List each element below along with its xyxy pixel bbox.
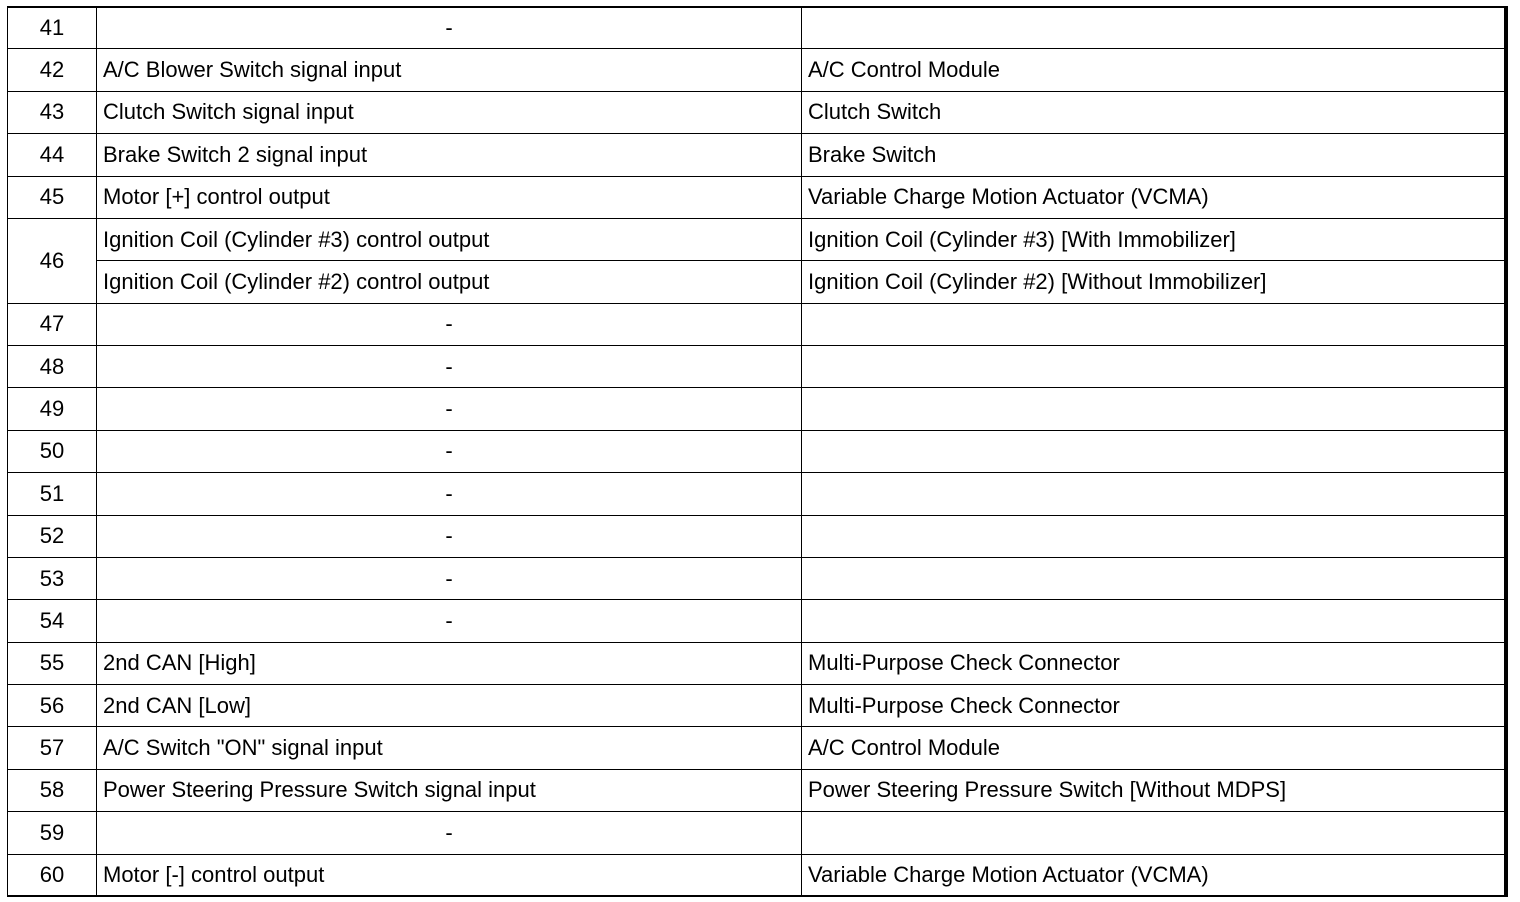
pin-description: -: [97, 303, 802, 345]
table-row: [8, 134, 1508, 176]
pin-number: 57: [8, 727, 97, 769]
connected-to: [802, 7, 1508, 49]
pin-description: -: [97, 515, 802, 557]
pin-number: 55: [8, 642, 97, 684]
pin-description: -: [97, 600, 802, 642]
table-row: [8, 854, 1508, 897]
table-row: [8, 473, 1508, 515]
pin-description: -: [97, 388, 802, 430]
table-row: [8, 515, 1508, 557]
pin-number: 46: [8, 218, 97, 303]
pin-number: 52: [8, 515, 97, 557]
pin-description: -: [97, 473, 802, 515]
pin-number: 58: [8, 769, 97, 811]
pin-description: A/C Blower Switch signal input: [97, 49, 802, 91]
table-row: [8, 49, 1508, 91]
pin-number: 45: [8, 176, 97, 218]
table-row: [8, 685, 1508, 727]
table-row: [8, 600, 1508, 642]
pin-description: -: [97, 346, 802, 388]
pin-number: 43: [8, 91, 97, 133]
connected-to: Variable Charge Motion Actuator (VCMA): [802, 176, 1508, 218]
connected-to: Ignition Coil (Cylinder #2) [Without Immobilizer]: [802, 261, 1508, 303]
pin-number: 59: [8, 812, 97, 854]
pin-number: 60: [8, 854, 97, 897]
pin-description: -: [97, 812, 802, 854]
pin-description: Ignition Coil (Cylinder #2) control output: [97, 261, 802, 303]
pin-description: Brake Switch 2 signal input: [97, 134, 802, 176]
connected-to: [802, 515, 1508, 557]
connected-to: Ignition Coil (Cylinder #3) [With Immobilizer]: [802, 218, 1508, 260]
pin-description: 2nd CAN [High]: [97, 642, 802, 684]
connected-to: [802, 303, 1508, 345]
table-row: [8, 388, 1508, 430]
pin-description: -: [97, 430, 802, 472]
pin-number: 47: [8, 303, 97, 345]
connected-to: [802, 388, 1508, 430]
pin-description: 2nd CAN [Low]: [97, 685, 802, 727]
pin-description: -: [97, 7, 802, 49]
pin-number: 50: [8, 430, 97, 472]
connected-to: Clutch Switch: [802, 91, 1508, 133]
table-row: [8, 727, 1508, 769]
pin-description: -: [97, 557, 802, 599]
connected-to: A/C Control Module: [802, 727, 1508, 769]
connected-to: [802, 557, 1508, 599]
pin-number: 49: [8, 388, 97, 430]
pin-number: 56: [8, 685, 97, 727]
pin-description: Clutch Switch signal input: [97, 91, 802, 133]
table-row: [8, 812, 1508, 854]
pin-description: Ignition Coil (Cylinder #3) control output: [97, 218, 802, 260]
pin-description: A/C Switch "ON" signal input: [97, 727, 802, 769]
table-right-border: [1504, 6, 1507, 897]
connected-to: Variable Charge Motion Actuator (VCMA): [802, 854, 1508, 897]
table-top-border: [7, 6, 1507, 8]
table-row: [8, 7, 1508, 49]
connected-to: [802, 346, 1508, 388]
table-row: [8, 261, 1508, 303]
pin-description: Motor [+] control output: [97, 176, 802, 218]
table-row: [8, 769, 1508, 811]
table-row: [8, 430, 1508, 472]
pin-number: 42: [8, 49, 97, 91]
connected-to: A/C Control Module: [802, 49, 1508, 91]
connected-to: [802, 600, 1508, 642]
table-row: [8, 303, 1508, 345]
pin-number: 48: [8, 346, 97, 388]
pin-number: 54: [8, 600, 97, 642]
table-row: [8, 218, 1508, 260]
connected-to: [802, 812, 1508, 854]
pin-table: [7, 6, 1508, 897]
table-row: [8, 176, 1508, 218]
table-row: [8, 346, 1508, 388]
table-row: [8, 91, 1508, 133]
pin-number: 41: [8, 7, 97, 49]
connected-to: Power Steering Pressure Switch [Without MDPS]: [802, 769, 1508, 811]
connected-to: [802, 473, 1508, 515]
pin-number: 44: [8, 134, 97, 176]
connected-to: Multi-Purpose Check Connector: [802, 642, 1508, 684]
connected-to: [802, 430, 1508, 472]
pin-description: Motor [-] control output: [97, 854, 802, 897]
table-bottom-border: [7, 895, 1507, 897]
connected-to: Multi-Purpose Check Connector: [802, 685, 1508, 727]
pin-number: 53: [8, 557, 97, 599]
pin-description: Power Steering Pressure Switch signal input: [97, 769, 802, 811]
pin-number: 51: [8, 473, 97, 515]
table-row: [8, 557, 1508, 599]
table-row: [8, 642, 1508, 684]
connected-to: Brake Switch: [802, 134, 1508, 176]
